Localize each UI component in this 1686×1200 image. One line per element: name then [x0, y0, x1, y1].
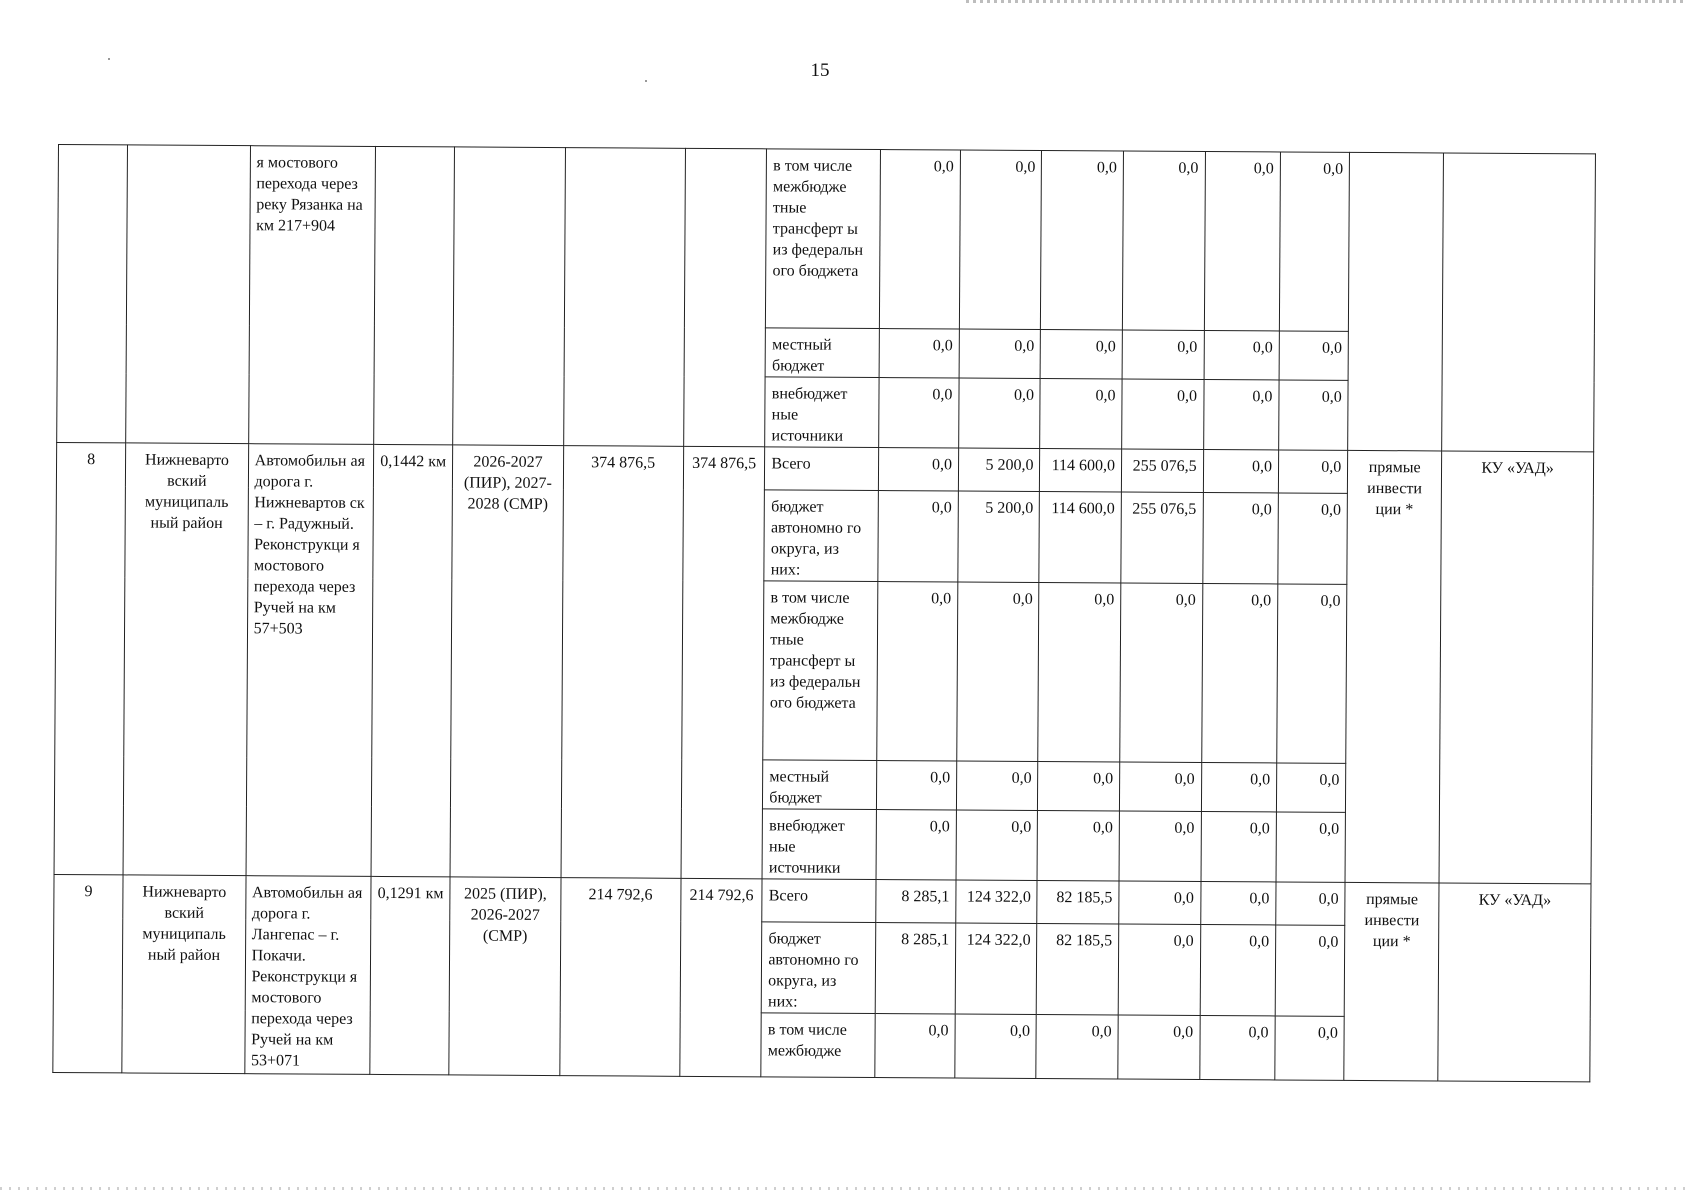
cost-total-cell: [563, 148, 685, 447]
value-cell: 0,0: [877, 761, 957, 810]
customer-cell: КУ «УАД»: [1439, 451, 1594, 884]
value-cell: 0,0: [1120, 583, 1203, 762]
funding-source-label: в том числе межбюдже тные трансферт ы из федеральн ого бюджета: [766, 149, 881, 329]
value-cell: 0,0: [1201, 762, 1277, 811]
funding-source-label: внебюджет ные источники: [762, 809, 877, 880]
value-cell: 255 076,5: [1121, 449, 1203, 492]
scan-artifact-bottom: [0, 1187, 1686, 1190]
value-cell: 0,0: [1276, 882, 1346, 925]
funding-source-label: Всего: [765, 447, 879, 491]
value-cell: 0,0: [1038, 761, 1120, 810]
table-row: [56, 442, 1593, 494]
value-cell: 114 600,0: [1039, 492, 1121, 583]
value-cell: 0,0: [1200, 881, 1276, 924]
value-cell: 0,0: [1118, 1015, 1200, 1079]
period-cell: 2025 (ПИР), 2026-2027 (СМР): [449, 877, 560, 1076]
value-cell: 0,0: [1204, 152, 1281, 331]
funding-form-cell: прямые инвести ции *: [1345, 450, 1441, 883]
district-cell: Нижневарто вский муниципаль ный район: [122, 875, 246, 1074]
value-cell: 0,0: [877, 582, 958, 761]
district-cell: [126, 145, 250, 444]
customer-cell: КУ «УАД»: [1438, 883, 1591, 1082]
value-cell: 0,0: [1279, 152, 1349, 331]
value-cell: 0,0: [1279, 331, 1349, 380]
value-cell: 0,0: [955, 1014, 1037, 1078]
capacity-cell: [374, 146, 455, 444]
value-cell: 0,0: [879, 448, 959, 491]
value-cell: 0,0: [879, 378, 959, 448]
value-cell: 5 200,0: [958, 448, 1040, 491]
value-cell: 0,0: [1038, 810, 1120, 880]
funding-source-label: внебюджет ные источники: [765, 377, 880, 448]
cost-remaining-cell: 374 876,5: [681, 446, 765, 878]
value-cell: 0,0: [957, 582, 1040, 761]
funding-form-cell: [1348, 152, 1444, 451]
value-cell: 0,0: [1036, 1014, 1118, 1078]
value-cell: 0,0: [1119, 811, 1201, 881]
value-cell: 0,0: [875, 1014, 955, 1078]
value-cell: 0,0: [1040, 379, 1122, 449]
value-cell: 0,0: [1276, 763, 1346, 812]
value-cell: 8 285,1: [876, 880, 956, 923]
value-cell: 0,0: [1201, 583, 1278, 762]
value-cell: 0,0: [1275, 925, 1345, 1016]
value-cell: 0,0: [1118, 924, 1200, 1015]
funding-source-label: местный бюджет: [763, 760, 877, 810]
funding-form-cell: прямые инвести ции *: [1344, 882, 1439, 1081]
value-cell: 0,0: [1203, 380, 1279, 450]
value-cell: 0,0: [1041, 151, 1124, 330]
value-cell: 0,0: [1122, 379, 1204, 449]
cost-remaining-cell: [683, 148, 766, 446]
district-cell: Нижневарто вский муниципаль ный район: [123, 443, 248, 876]
value-cell: 82 185,5: [1037, 880, 1119, 923]
value-cell: 0,0: [1279, 380, 1349, 450]
capacity-cell: 0,1442 км: [371, 444, 453, 876]
funding-source-label: в том числе межбюдже тные трансферт ы из федеральн ого бюджета: [763, 581, 878, 761]
value-cell: 0,0: [1038, 583, 1121, 762]
num-cell: [57, 145, 128, 443]
value-cell: 0,0: [1041, 330, 1123, 379]
funding-source-label: Всего: [762, 879, 876, 923]
funding-source-label: местный бюджет: [765, 328, 879, 378]
value-cell: 0,0: [1199, 1015, 1275, 1079]
funding-source-label: в том числе межбюдже: [761, 1013, 876, 1078]
value-cell: 255 076,5: [1121, 492, 1203, 583]
value-cell: 0,0: [1119, 881, 1201, 924]
value-cell: 0,0: [959, 378, 1041, 448]
value-cell: 0,0: [959, 329, 1041, 378]
value-cell: 0,0: [1122, 151, 1205, 330]
value-cell: 124 322,0: [955, 923, 1037, 1014]
object-cell: Автомобильн ая дорога г. Нижневартов ск – г. Радужный. Реконструкци я мостового перехода через Ручей на км 57+503: [246, 444, 374, 877]
funding-source-label: бюджет автономно го округа, из них:: [762, 922, 877, 1014]
value-cell: 0,0: [1278, 493, 1348, 584]
period-cell: [453, 147, 565, 446]
value-cell: 0,0: [1276, 812, 1346, 882]
value-cell: 0,0: [1277, 584, 1347, 763]
object-cell: я мостового перехода через реку Рязанка на км 217+904: [248, 146, 375, 445]
value-cell: 0,0: [1119, 762, 1201, 811]
cost-total-cell: 374 876,5: [561, 446, 684, 879]
cost-remaining-cell: 214 792,6: [680, 878, 763, 1076]
num-cell: 9: [53, 874, 124, 1072]
value-cell: 0,0: [880, 150, 961, 329]
continued-row: [57, 145, 1595, 333]
value-cell: 0,0: [880, 329, 960, 378]
value-cell: 5 200,0: [958, 491, 1040, 582]
funding-table: [52, 144, 1596, 1082]
period-cell: 2026-2027 (ПИР), 2027-2028 (СМР): [450, 445, 563, 878]
object-cell: Автомобильн ая дорога г. Лангепас – г. Покачи. Реконструкци я мостового перехода через Ручей на км 53+071: [244, 876, 371, 1075]
num-cell: 8: [54, 442, 126, 874]
page-number: 15: [810, 60, 830, 81]
value-cell: 114 600,0: [1040, 449, 1122, 492]
value-cell: 0,0: [1204, 331, 1280, 380]
capacity-cell: 0,1291 км: [370, 876, 451, 1074]
value-cell: 0,0: [878, 491, 958, 582]
value-cell: 0,0: [1201, 811, 1277, 881]
value-cell: 0,0: [956, 810, 1038, 880]
value-cell: 0,0: [1200, 924, 1276, 1015]
value-cell: 0,0: [1278, 450, 1348, 493]
value-cell: 0,0: [876, 810, 956, 880]
value-cell: 0,0: [956, 761, 1038, 810]
value-cell: 82 185,5: [1037, 923, 1119, 1014]
value-cell: 0,0: [1122, 330, 1204, 379]
funding-source-label: бюджет автономно го округа, из них:: [764, 490, 879, 582]
scan-artifact-top: [966, 0, 1686, 3]
value-cell: 124 322,0: [956, 880, 1038, 923]
value-cell: 0,0: [959, 150, 1042, 329]
value-cell: 0,0: [1203, 450, 1279, 493]
customer-cell: [1442, 153, 1596, 452]
value-cell: 0,0: [1275, 1016, 1345, 1080]
value-cell: 0,0: [1202, 493, 1278, 584]
value-cell: 8 285,1: [876, 923, 956, 1014]
table-row: [54, 874, 1591, 926]
cost-total-cell: 214 792,6: [559, 878, 680, 1077]
